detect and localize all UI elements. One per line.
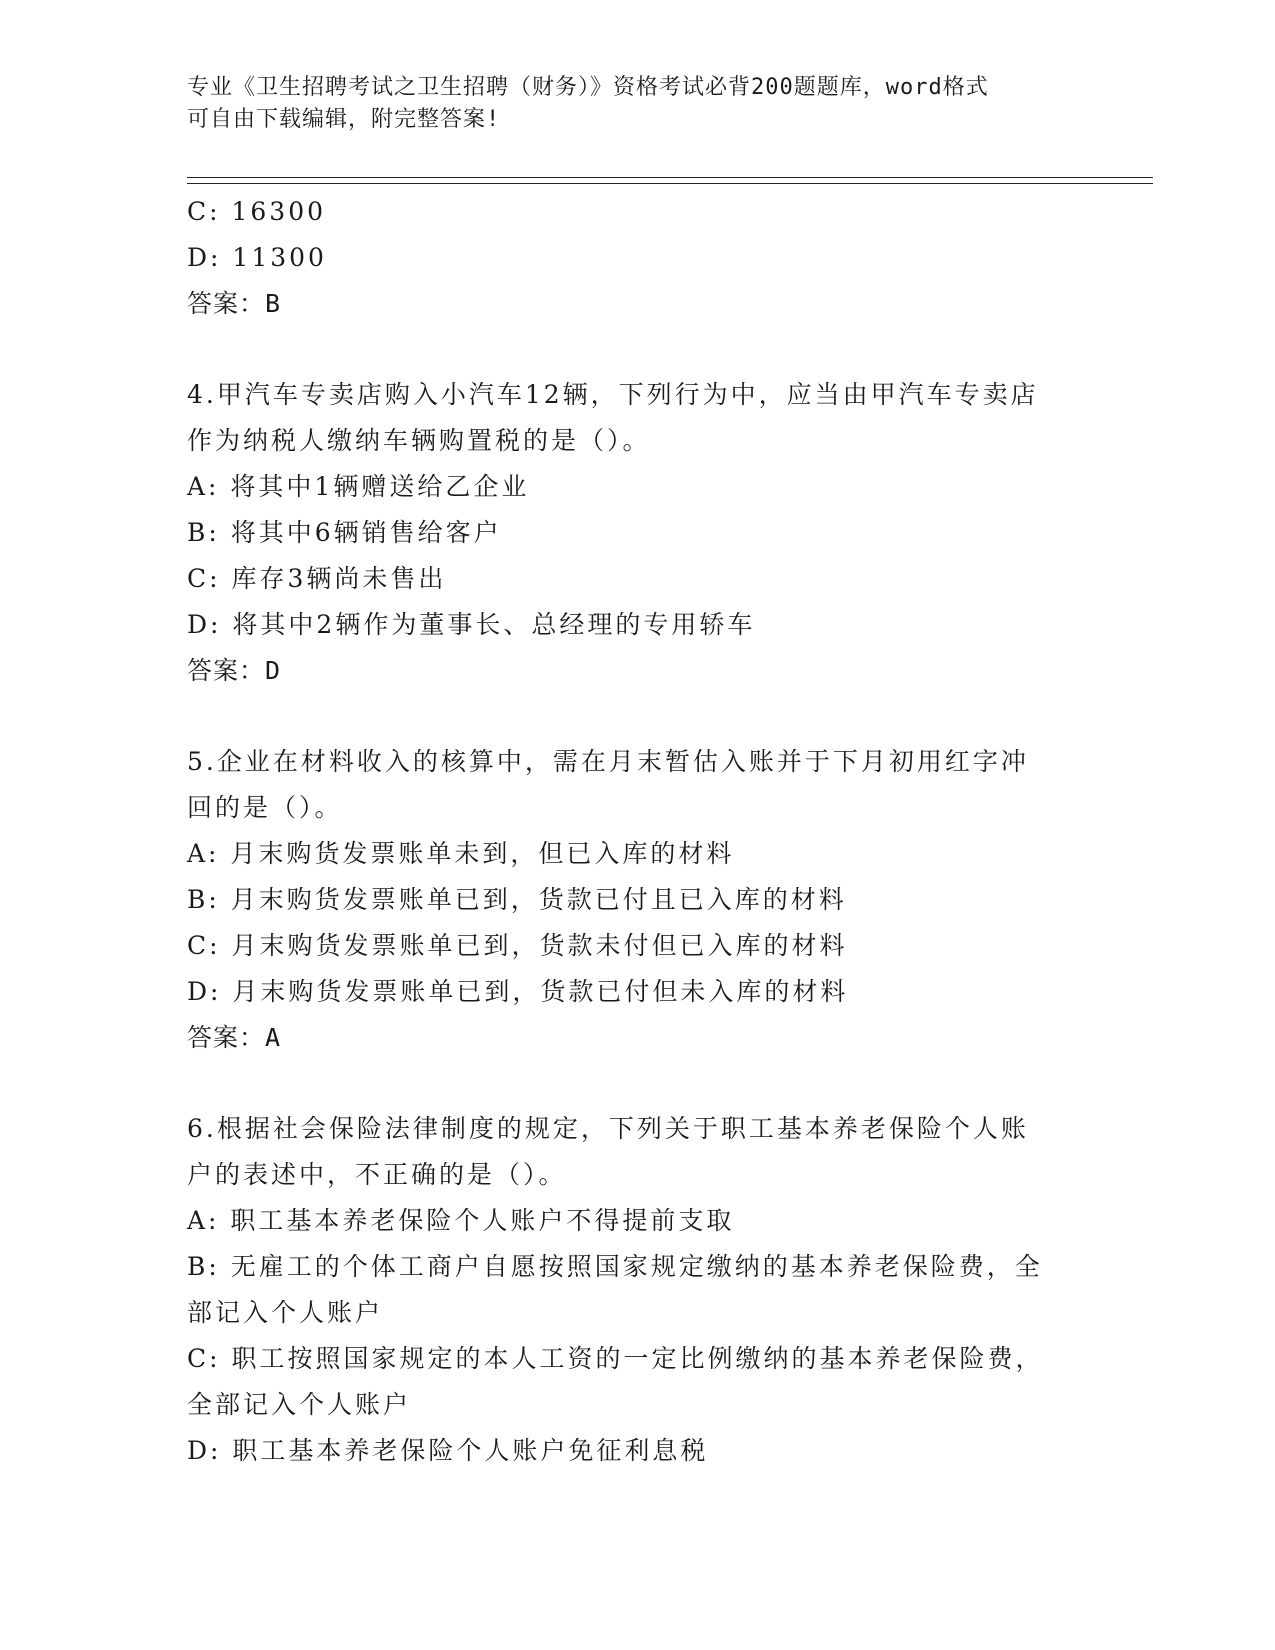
document-header xyxy=(187,72,1067,136)
header-line-1: 专业《卫生招聘考试之卫生招聘（财务）》资格考试必背200题题库，word格式 xyxy=(187,75,989,100)
q5-stem-line-1: 5.企业在材料收入的核算中，需在月末暂估入账并于下月初用红字冲 xyxy=(187,747,1029,776)
question-list xyxy=(187,189,1087,1474)
q6-option-c-line-2: 全部记入个人账户 xyxy=(187,1390,412,1419)
q6-option-b-line-2: 部记入个人账户 xyxy=(187,1298,384,1327)
question-6 xyxy=(187,1106,1087,1474)
q4-option-c: C: 库存3辆尚未售出 xyxy=(187,564,447,593)
q5-stem-line-2: 回的是（）。 xyxy=(187,793,343,822)
q4-answer: 答案：D xyxy=(187,656,282,685)
q6-option-d: D: 职工基本养老保险个人账户免征利息税 xyxy=(187,1436,709,1465)
q5-option-c: C: 月末购货发票账单已到，货款未付但已入库的材料 xyxy=(187,931,848,960)
question-4 xyxy=(187,372,1087,694)
q4-option-d: D: 将其中2辆作为董事长、总经理的专用轿车 xyxy=(187,610,756,639)
header-divider-top xyxy=(187,177,1153,178)
q6-option-a: A: 职工基本养老保险个人账户不得提前支取 xyxy=(187,1206,735,1235)
q5-answer: 答案：A xyxy=(187,1023,282,1052)
q6-option-b-line-1: B: 无雇工的个体工商户自愿按照国家规定缴纳的基本养老保险费，全 xyxy=(187,1252,1043,1281)
q5-option-a: A: 月末购货发票账单未到，但已入库的材料 xyxy=(187,839,735,868)
q4-option-b: B: 将其中6辆销售给客户 xyxy=(187,518,502,547)
q3-option-d: D: 11300 xyxy=(187,243,327,272)
q6-option-c-line-1: C: 职工按照国家规定的本人工资的一定比例缴纳的基本养老保险费， xyxy=(187,1344,1044,1373)
q6-stem-line-2: 户的表述中，不正确的是（）。 xyxy=(187,1160,567,1189)
q3-answer: 答案：B xyxy=(187,289,282,318)
question-5 xyxy=(187,739,1087,1061)
q4-stem-line-1: 4.甲汽车专卖店购入小汽车12辆，下列行为中，应当由甲汽车专卖店 xyxy=(187,380,1039,409)
q4-stem-line-2: 作为纳税人缴纳车辆购置税的是（）。 xyxy=(187,426,651,455)
q4-option-a: A: 将其中1辆赠送给乙企业 xyxy=(187,472,530,501)
spacer xyxy=(187,1061,1087,1106)
header-divider-bottom xyxy=(187,183,1153,184)
spacer xyxy=(187,327,1087,372)
spacer xyxy=(187,694,1087,739)
header-line-2: 可自由下载编辑，附完整答案! xyxy=(187,107,501,132)
question-3-fragment xyxy=(187,189,1087,327)
q5-option-d: D: 月末购货发票账单已到，货款已付但未入库的材料 xyxy=(187,977,849,1006)
q5-option-b: B: 月末购货发票账单已到，货款已付且已入库的材料 xyxy=(187,885,847,914)
q6-stem-line-1: 6.根据社会保险法律制度的规定，下列关于职工基本养老保险个人账 xyxy=(187,1114,1029,1143)
q3-option-c: C: 16300 xyxy=(187,197,327,226)
